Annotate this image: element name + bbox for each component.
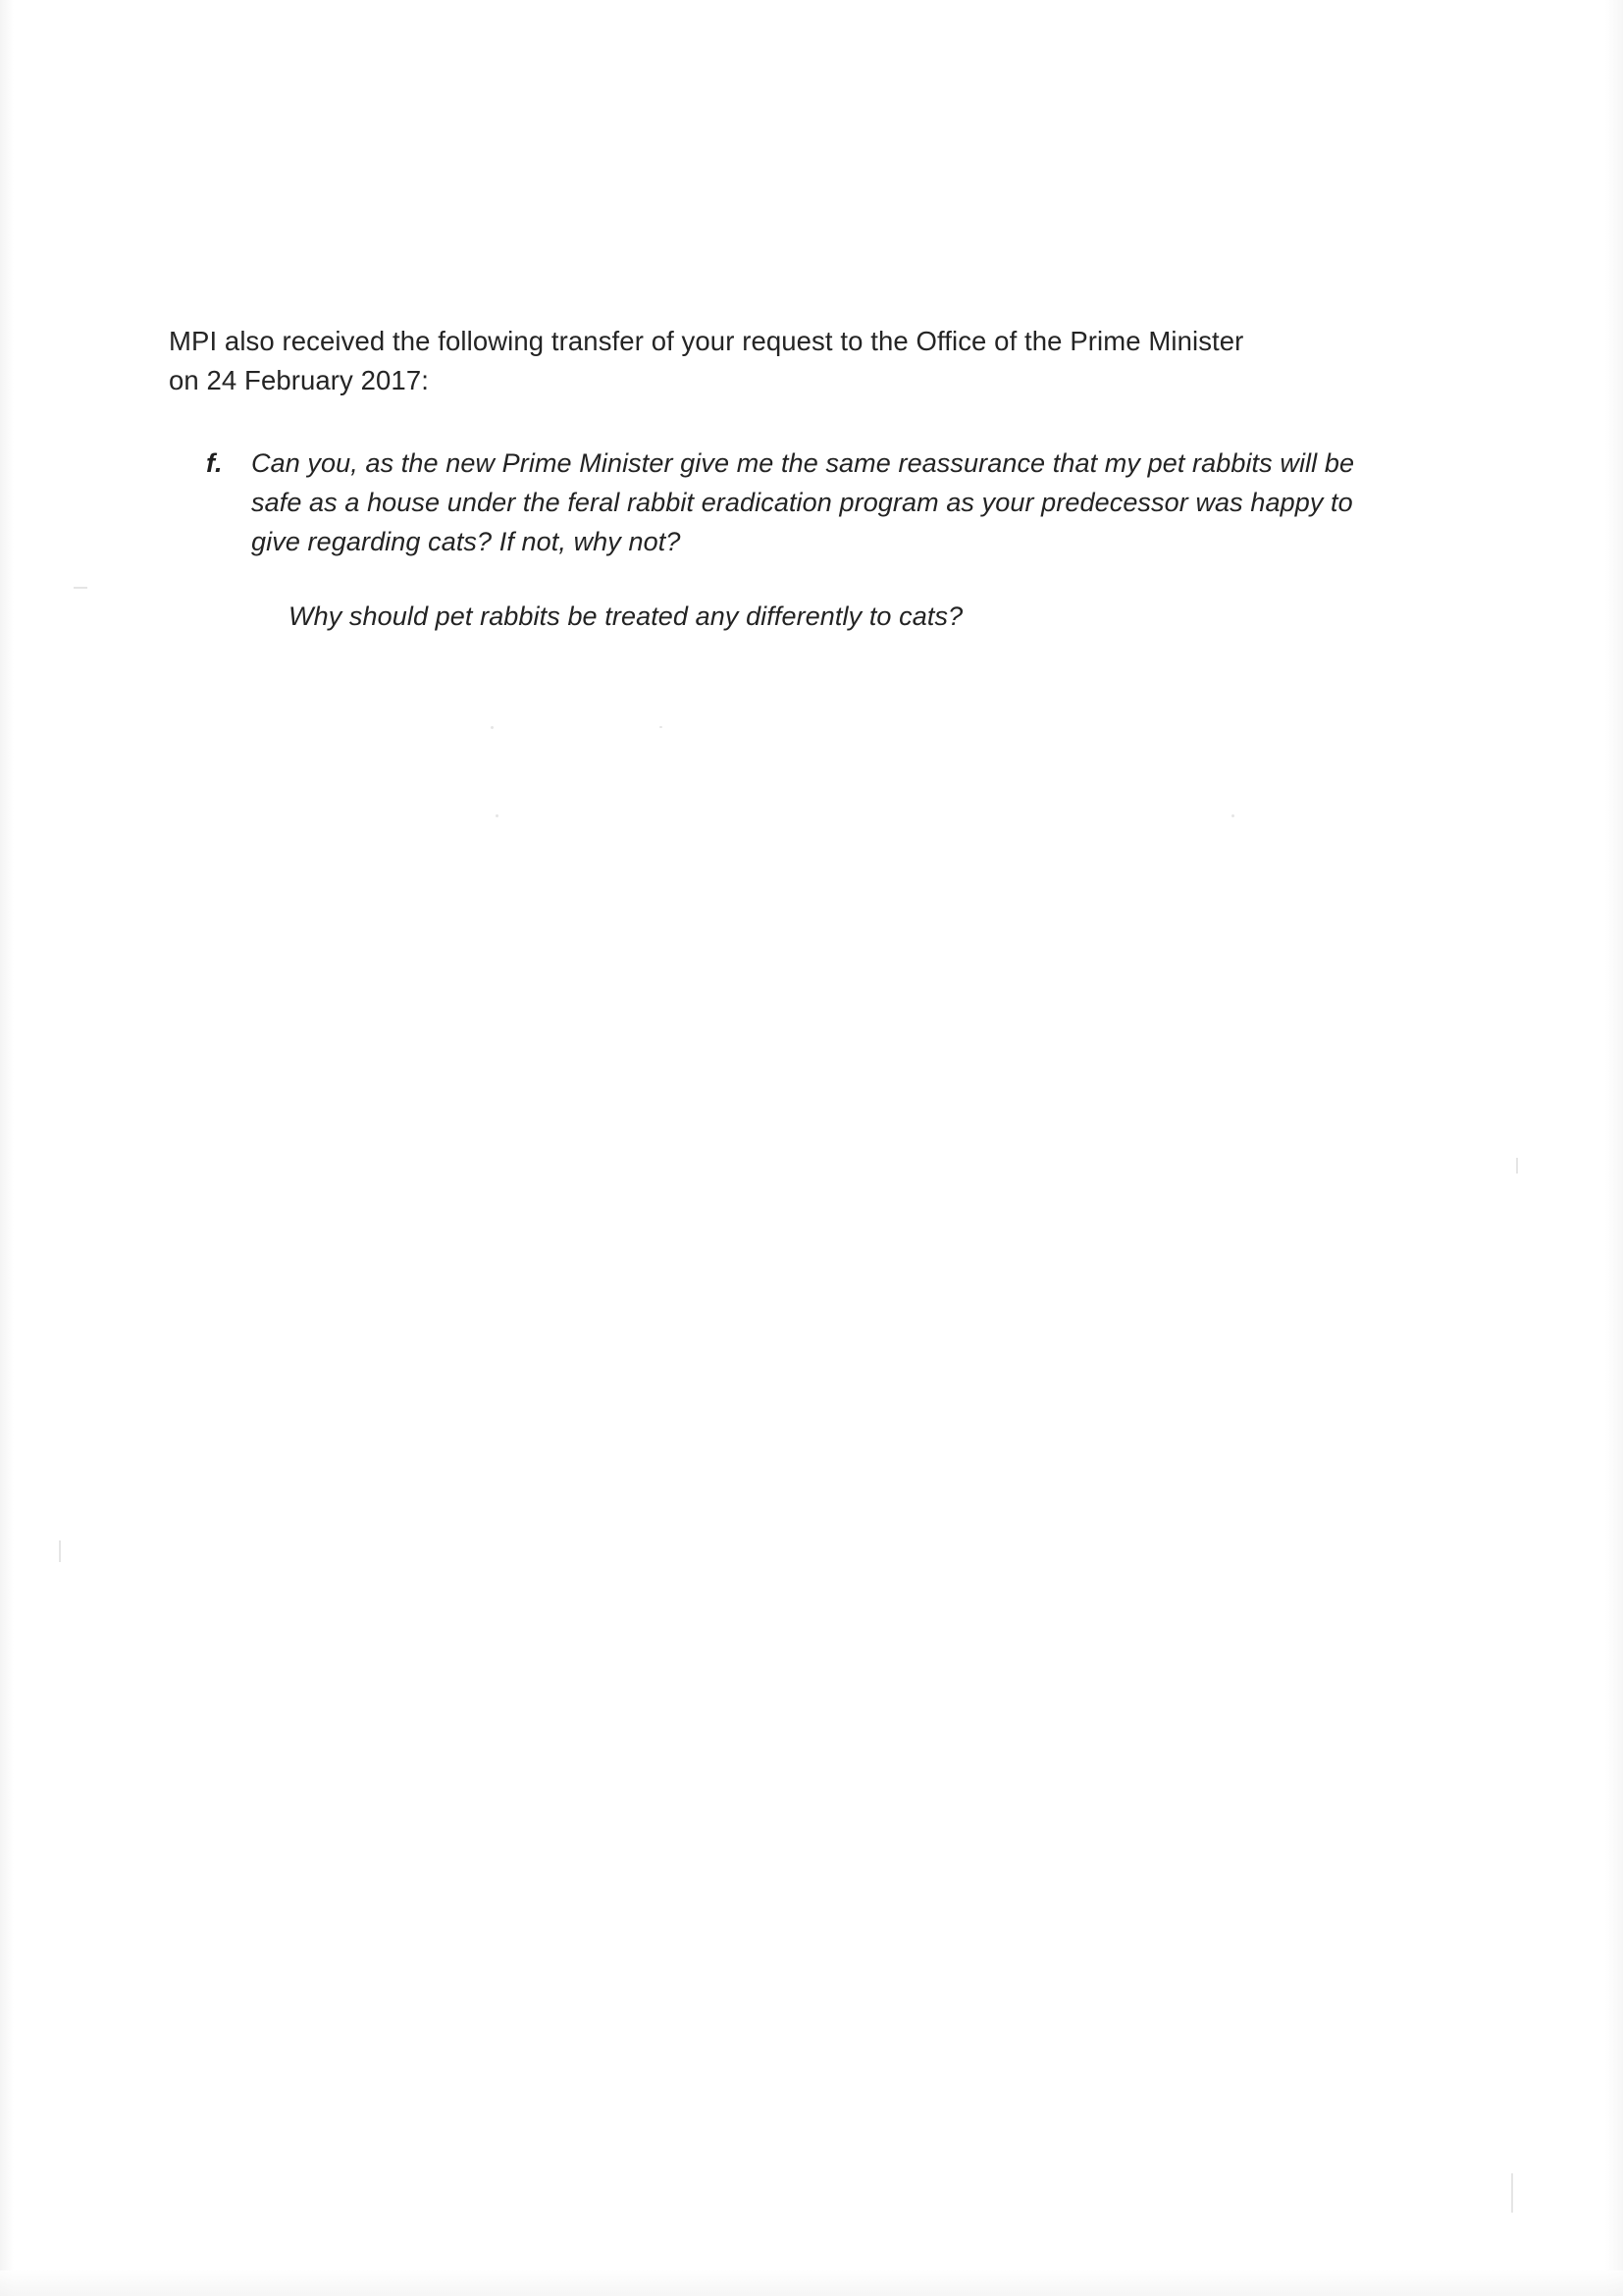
followup-question: Why should pet rabbits be treated any differently to cats? [288,600,964,631]
document-body [169,294,1376,662]
scan-speck [59,1540,61,1562]
list-item-text: Can you, as the new Prime Minister give me the same reassurance that my pet rabbits will be safe as a house under the feral rabbit eradication program as your predecessor was happy to give regarding cats? If not, why not? [251,447,1355,556]
list-item [206,444,1376,561]
intro-paragraph: MPI also received the following transfer of your request to the Office of the Prime Minister on 24 February 2017: [169,325,1244,395]
page-edge-shadow-right [1605,0,1623,2296]
page-edge-shadow-bottom [0,2270,1623,2296]
scan-speck [74,587,87,589]
list-item-marker: f. [206,447,223,478]
scan-speck [1516,1158,1518,1174]
scan-speck [491,726,494,729]
scan-speck [1231,814,1234,817]
page-edge-shadow-left [0,0,14,2296]
scan-speck [659,726,662,728]
scan-speck [1511,2173,1513,2213]
scan-speck [496,814,498,817]
question-list [169,444,1376,636]
